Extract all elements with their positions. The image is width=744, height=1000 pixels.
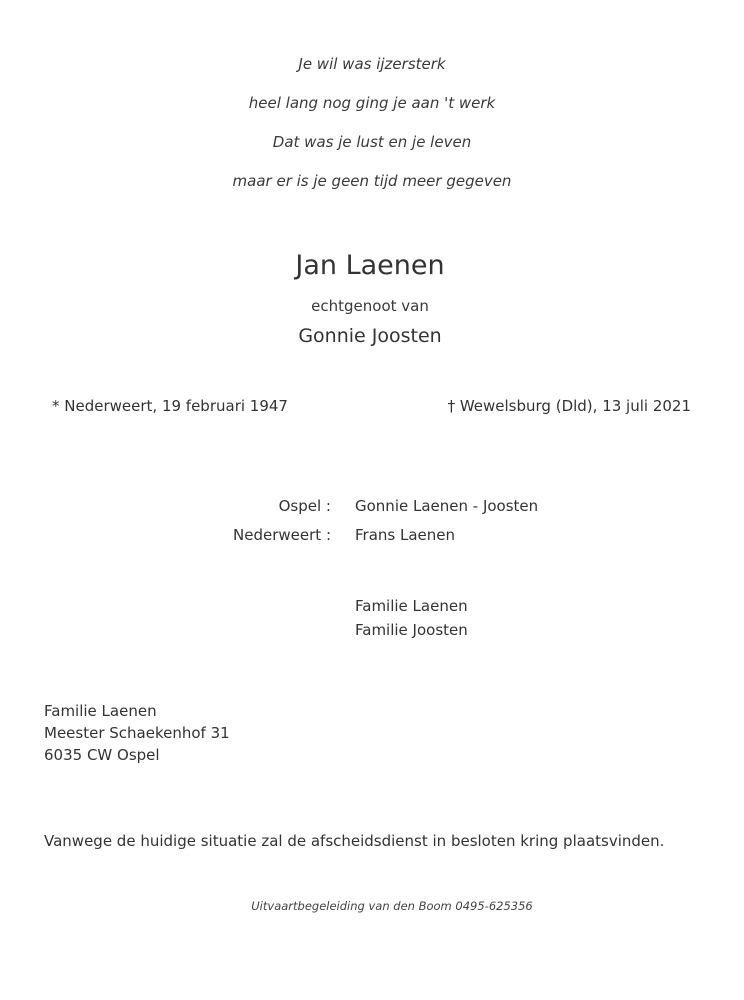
family-name: Familie Laenen bbox=[355, 597, 468, 615]
poem-line: Je wil was ijzersterk bbox=[298, 55, 446, 73]
bereaved-place: Nederweert : bbox=[233, 526, 331, 544]
poem-line: Dat was je lust en je leven bbox=[272, 133, 472, 151]
family-name: Familie Joosten bbox=[355, 621, 468, 639]
birth-date: * Nederweert, 19 februari 1947 bbox=[52, 397, 288, 415]
death-date: † Wewelsburg (Dld), 13 juli 2021 bbox=[447, 397, 691, 415]
poem-line: heel lang nog ging je aan 't werk bbox=[248, 94, 496, 112]
address-line: Familie Laenen bbox=[44, 702, 157, 720]
bereaved-place: Ospel : bbox=[278, 497, 331, 515]
address-line: Meester Schaekenhof 31 bbox=[44, 724, 230, 742]
bereaved-name: Gonnie Laenen - Joosten bbox=[355, 497, 539, 515]
undertaker-credit: Uitvaartbegeleiding van den Boom 0495-625356 bbox=[251, 899, 533, 913]
deceased-name: Jan Laenen bbox=[295, 250, 445, 281]
bereaved-name: Frans Laenen bbox=[355, 526, 456, 544]
service-notice: Vanwege de huidige situatie zal de afscheidsdienst in besloten kring plaatsvinden. bbox=[44, 832, 665, 850]
spouse-name: Gonnie Joosten bbox=[298, 325, 442, 347]
poem-line: maar er is je geen tijd meer gegeven bbox=[232, 172, 512, 190]
relation-text: echtgenoot van bbox=[311, 297, 429, 315]
address-line: 6035 CW Ospel bbox=[44, 746, 160, 764]
